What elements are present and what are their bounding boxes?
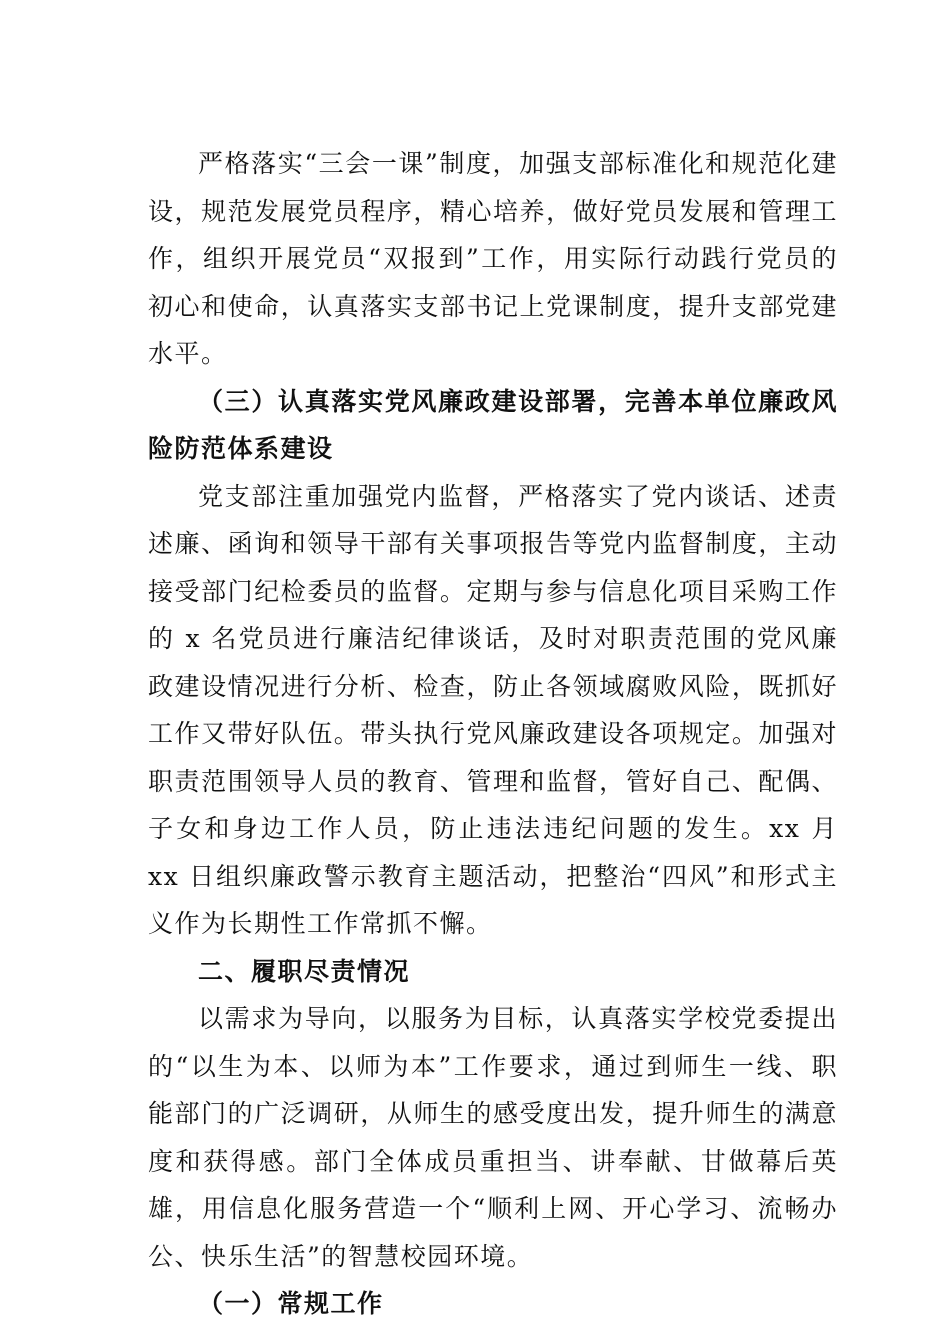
paragraph-service-orientation: 以需求为导向，以服务为目标，认真落实学校党委提出的“以生为本、以师为本”工作要求，通过到师生一线、职能部门的广泛调研，从师生的感受度出发，提升师生的满意度和获得感。部门全体成员重担当、讲奉献、甘做幕后英雄，用信息化服务营造一个“顺利上网、开心学习、流畅办公、快乐生活”的智慧校园环境。 [148, 1004, 838, 1271]
subheading-routine-work: （一）常规工作 [198, 1289, 384, 1318]
subheading-clean-governance: （三）认真落实党风廉政建设部署，完善本单位廉政风险防范体系建设 [148, 386, 838, 463]
section-heading-duties: 二、履职尽责情况 [198, 956, 411, 986]
paragraph-internal-supervision: 党支部注重加强党内监督，严格落实了党内谈话、述责述廉、函询和领导干部有关事项报告等党内监督制度，主动接受部门纪检委员的监督。定期与参与信息化项目采购工作的 x 名党员进行廉洁纪律谈话，及时对职责范围的党风廉政建设情况进行分析、检查，防止各领域腐败风险，既抓好工作又带好队伍。带头执行党风廉政建设各项规定。加强对职责范围领导人员的教育、管理和监督，管好自己、配偶、子女和身边工作人员，防止违法违纪问题的发生。xx 月 xx 日组织廉政警示教育主题活动，把整治“四风”和形式主义作为长期性工作常抓不懈。 [148, 481, 838, 938]
document-body [148, 140, 838, 1328]
paragraph-party-branch-system: 严格落实“三会一课”制度，加强支部标准化和规范化建设，规范发展党员程序，精心培养，做好党员发展和管理工作，组织开展党员“双报到”工作，用实际行动践行党员的初心和使命，认真落实支部书记上党课制度，提升支部党建水平。 [148, 149, 838, 368]
